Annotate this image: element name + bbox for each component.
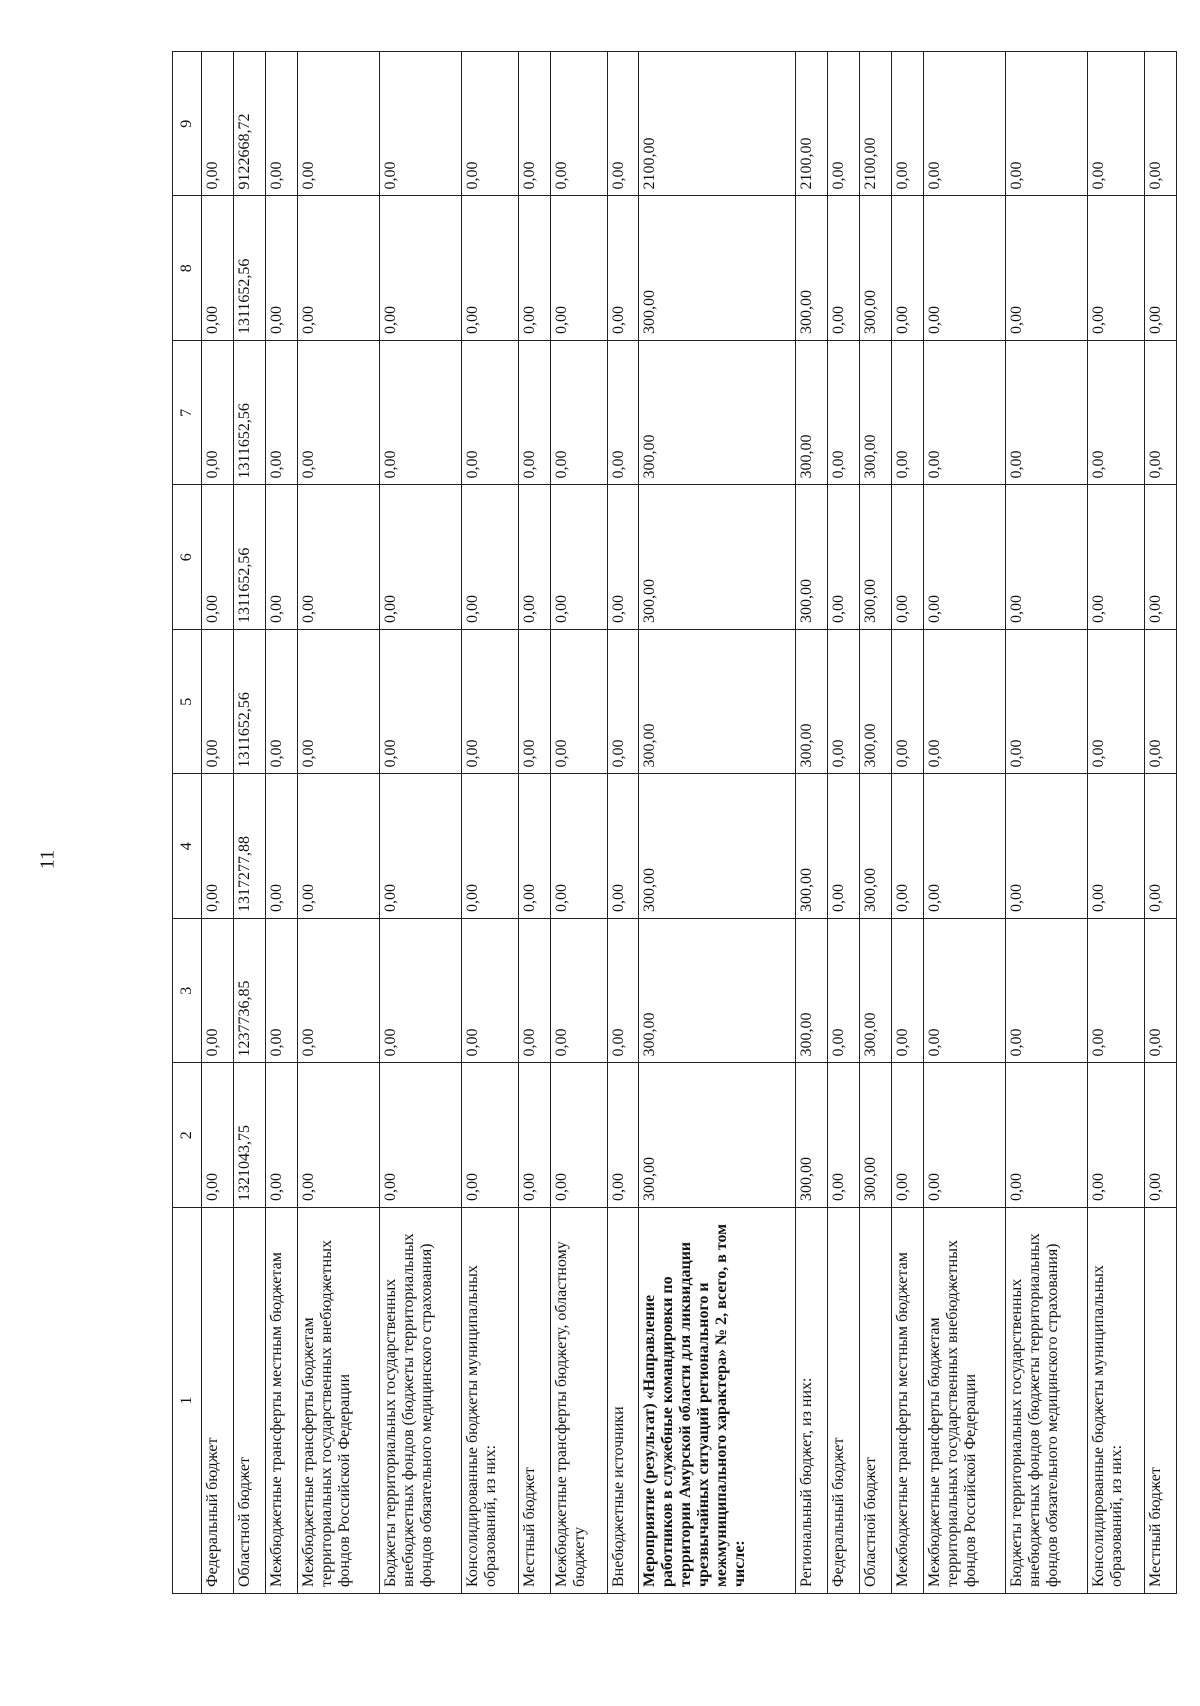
table-row (265, 52, 297, 1594)
value-cell: 300,00 (639, 341, 796, 486)
value-cell: 0,00 (461, 196, 518, 341)
value-cell: 0,00 (607, 341, 639, 486)
value-cell: 300,00 (796, 1063, 828, 1208)
value-cell: 0,00 (202, 774, 234, 919)
value-cell: 0,00 (1006, 919, 1088, 1064)
value-cell: 0,00 (1006, 1063, 1088, 1208)
value-cell: 0,00 (924, 630, 1006, 775)
value-cell: 0,00 (607, 485, 639, 630)
value-cell: 0,00 (202, 919, 234, 1064)
value-cell: 0,00 (924, 774, 1006, 919)
value-cell: 0,00 (828, 341, 860, 486)
value-cell: 0,00 (550, 485, 607, 630)
row-label: Местный бюджет (518, 1208, 550, 1594)
value-cell: 0,00 (924, 52, 1006, 197)
budget-table (172, 51, 1177, 1594)
value-cell: 0,00 (924, 485, 1006, 630)
value-cell: 0,00 (461, 1063, 518, 1208)
value-cell: 0,00 (828, 630, 860, 775)
value-cell: 0,00 (379, 1063, 461, 1208)
value-cell: 0,00 (265, 52, 297, 197)
table-row (860, 52, 892, 1594)
value-cell: 300,00 (796, 919, 828, 1064)
value-cell: 0,00 (297, 774, 379, 919)
value-cell: 0,00 (297, 1063, 379, 1208)
value-cell: 0,00 (379, 630, 461, 775)
value-cell: 0,00 (265, 341, 297, 486)
value-cell: 0,00 (1144, 485, 1176, 630)
value-cell: 0,00 (1088, 630, 1145, 775)
value-cell: 0,00 (379, 919, 461, 1064)
column-header: 8 (173, 196, 202, 341)
value-cell: 0,00 (1088, 774, 1145, 919)
value-cell: 0,00 (379, 52, 461, 197)
table-row (297, 52, 379, 1594)
value-cell: 0,00 (297, 196, 379, 341)
row-label: Мероприятие (результат) «Направление работников в служебные командировки по территории Амурской области для ликвидации чрезвычайных ситуаций регионального и межмуниципального характера» № 2, всего, в том числе: (639, 1208, 796, 1594)
value-cell: 0,00 (607, 630, 639, 775)
table-row (1144, 52, 1176, 1594)
value-cell: 0,00 (202, 52, 234, 197)
table-row (796, 52, 828, 1594)
value-cell: 0,00 (379, 774, 461, 919)
table-row (828, 52, 860, 1594)
value-cell: 300,00 (796, 341, 828, 486)
table-row (202, 52, 234, 1594)
row-label: Межбюджетные трансферты местным бюджетам (265, 1208, 297, 1594)
value-cell: 0,00 (1006, 196, 1088, 341)
value-cell: 300,00 (639, 630, 796, 775)
table-row (639, 52, 796, 1594)
value-cell: 2100,00 (796, 52, 828, 197)
value-cell: 0,00 (607, 774, 639, 919)
column-header: 1 (173, 1208, 202, 1594)
value-cell: 0,00 (202, 485, 234, 630)
table-row (518, 52, 550, 1594)
value-cell: 0,00 (607, 919, 639, 1064)
row-label: Федеральный бюджет (202, 1208, 234, 1594)
value-cell: 0,00 (550, 341, 607, 486)
value-cell: 0,00 (1144, 919, 1176, 1064)
value-cell: 0,00 (518, 341, 550, 486)
value-cell: 0,00 (297, 341, 379, 486)
value-cell: 1311652,56 (233, 341, 265, 486)
value-cell: 0,00 (379, 341, 461, 486)
row-label: Областной бюджет (860, 1208, 892, 1594)
value-cell: 0,00 (265, 1063, 297, 1208)
column-header: 9 (173, 52, 202, 197)
value-cell: 300,00 (860, 196, 892, 341)
value-cell: 0,00 (1088, 196, 1145, 341)
column-header: 4 (173, 774, 202, 919)
value-cell: 300,00 (860, 485, 892, 630)
value-cell: 0,00 (1144, 52, 1176, 197)
value-cell: 0,00 (550, 196, 607, 341)
value-cell: 0,00 (892, 485, 924, 630)
value-cell: 0,00 (461, 341, 518, 486)
value-cell: 0,00 (892, 919, 924, 1064)
row-label: Консолидированные бюджеты муниципальных образований, из них: (461, 1208, 518, 1594)
value-cell: 0,00 (550, 1063, 607, 1208)
value-cell: 0,00 (828, 919, 860, 1064)
value-cell: 0,00 (924, 1063, 1006, 1208)
row-label: Местный бюджет (1144, 1208, 1176, 1594)
row-label: Межбюджетные трансферты местным бюджетам (892, 1208, 924, 1594)
row-label: Внебюджетные источники (607, 1208, 639, 1594)
value-cell: 0,00 (1144, 1063, 1176, 1208)
value-cell: 300,00 (796, 485, 828, 630)
column-header: 7 (173, 341, 202, 486)
value-cell: 300,00 (860, 630, 892, 775)
value-cell: 300,00 (639, 774, 796, 919)
value-cell: 300,00 (796, 774, 828, 919)
value-cell: 0,00 (297, 630, 379, 775)
value-cell: 0,00 (1088, 485, 1145, 630)
value-cell: 300,00 (639, 919, 796, 1064)
value-cell: 0,00 (265, 485, 297, 630)
column-header: 5 (173, 630, 202, 775)
value-cell: 0,00 (550, 919, 607, 1064)
row-label: Межбюджетные трансферты бюджетам территориальных государственных внебюджетных фондов Российской Федерации (924, 1208, 1006, 1594)
table-row (924, 52, 1006, 1594)
value-cell: 0,00 (202, 1063, 234, 1208)
value-cell: 0,00 (518, 1063, 550, 1208)
value-cell: 0,00 (202, 341, 234, 486)
row-label: Бюджеты территориальных государственных внебюджетных фондов (бюджеты территориальных фондов обязательного медицинского страхования) (379, 1208, 461, 1594)
table-row (892, 52, 924, 1594)
table-row (1088, 52, 1145, 1594)
value-cell: 0,00 (892, 196, 924, 341)
row-label: Областной бюджет (233, 1208, 265, 1594)
value-cell: 300,00 (860, 1063, 892, 1208)
value-cell: 0,00 (297, 919, 379, 1064)
value-cell: 0,00 (518, 485, 550, 630)
table-row (550, 52, 607, 1594)
rotated-table-container (172, 51, 1177, 1594)
value-cell: 0,00 (1006, 341, 1088, 486)
value-cell: 300,00 (860, 774, 892, 919)
value-cell: 0,00 (828, 196, 860, 341)
table-row (607, 52, 639, 1594)
value-cell: 0,00 (892, 1063, 924, 1208)
value-cell: 0,00 (379, 485, 461, 630)
page-number: 11 (36, 849, 59, 870)
value-cell: 0,00 (518, 774, 550, 919)
value-cell: 0,00 (828, 52, 860, 197)
value-cell: 0,00 (1144, 774, 1176, 919)
value-cell: 0,00 (828, 485, 860, 630)
value-cell: 0,00 (202, 196, 234, 341)
value-cell: 2100,00 (639, 52, 796, 197)
value-cell: 0,00 (1144, 630, 1176, 775)
value-cell: 0,00 (1088, 919, 1145, 1064)
value-cell: 0,00 (550, 630, 607, 775)
value-cell: 0,00 (461, 630, 518, 775)
value-cell: 0,00 (518, 630, 550, 775)
value-cell: 300,00 (860, 341, 892, 486)
value-cell: 1237736,85 (233, 919, 265, 1064)
value-cell: 0,00 (297, 52, 379, 197)
row-label: Межбюджетные трансферты бюджетам территориальных государственных внебюджетных фондов Российской Федерации (297, 1208, 379, 1594)
value-cell: 0,00 (265, 630, 297, 775)
row-label: Консолидированные бюджеты муниципальных образований, из них: (1088, 1208, 1145, 1594)
value-cell: 0,00 (265, 774, 297, 919)
value-cell: 0,00 (607, 52, 639, 197)
value-cell: 0,00 (518, 919, 550, 1064)
value-cell: 1321043,75 (233, 1063, 265, 1208)
table-row (233, 52, 265, 1594)
value-cell: 0,00 (892, 630, 924, 775)
value-cell: 0,00 (1006, 630, 1088, 775)
row-label: Федеральный бюджет (828, 1208, 860, 1594)
value-cell: 0,00 (461, 774, 518, 919)
value-cell: 0,00 (1144, 196, 1176, 341)
value-cell: 0,00 (1088, 341, 1145, 486)
table-row (1006, 52, 1088, 1594)
value-cell: 0,00 (550, 774, 607, 919)
value-cell: 1311652,56 (233, 485, 265, 630)
value-cell: 0,00 (265, 196, 297, 341)
value-cell: 0,00 (828, 1063, 860, 1208)
value-cell: 0,00 (1006, 774, 1088, 919)
value-cell: 300,00 (796, 630, 828, 775)
value-cell: 0,00 (892, 341, 924, 486)
value-cell: 9122668,72 (233, 52, 265, 197)
value-cell: 0,00 (607, 196, 639, 341)
table-row (461, 52, 518, 1594)
value-cell: 0,00 (518, 196, 550, 341)
value-cell: 0,00 (461, 485, 518, 630)
value-cell: 2100,00 (860, 52, 892, 197)
value-cell: 0,00 (1006, 485, 1088, 630)
table-row (379, 52, 461, 1594)
value-cell: 0,00 (297, 485, 379, 630)
value-cell: 300,00 (639, 485, 796, 630)
value-cell: 0,00 (924, 919, 1006, 1064)
row-label: Региональный бюджет, из них: (796, 1208, 828, 1594)
value-cell: 300,00 (639, 196, 796, 341)
value-cell: 0,00 (1088, 1063, 1145, 1208)
row-label: Межбюджетные трансферты бюджету, областному бюджету (550, 1208, 607, 1594)
value-cell: 0,00 (461, 919, 518, 1064)
column-header: 6 (173, 485, 202, 630)
value-cell: 1311652,56 (233, 630, 265, 775)
row-label: Бюджеты территориальных государственных внебюджетных фондов (бюджеты территориальных фондов обязательного медицинского страхования) (1006, 1208, 1088, 1594)
value-cell: 0,00 (461, 52, 518, 197)
value-cell: 0,00 (924, 341, 1006, 486)
value-cell: 0,00 (550, 52, 607, 197)
value-cell: 0,00 (892, 774, 924, 919)
value-cell: 0,00 (265, 919, 297, 1064)
value-cell: 300,00 (860, 919, 892, 1064)
value-cell: 0,00 (1006, 52, 1088, 197)
value-cell: 0,00 (379, 196, 461, 341)
value-cell: 1311652,56 (233, 196, 265, 341)
value-cell: 0,00 (924, 196, 1006, 341)
value-cell: 300,00 (796, 196, 828, 341)
column-header: 2 (173, 1063, 202, 1208)
value-cell: 0,00 (1088, 52, 1145, 197)
value-cell: 0,00 (202, 630, 234, 775)
value-cell: 0,00 (518, 52, 550, 197)
value-cell: 300,00 (639, 1063, 796, 1208)
header-row (173, 52, 202, 1594)
value-cell: 0,00 (828, 774, 860, 919)
value-cell: 0,00 (892, 52, 924, 197)
column-header: 3 (173, 919, 202, 1064)
table-body (202, 52, 1177, 1594)
value-cell: 0,00 (1144, 341, 1176, 486)
value-cell: 0,00 (607, 1063, 639, 1208)
value-cell: 1317277,88 (233, 774, 265, 919)
